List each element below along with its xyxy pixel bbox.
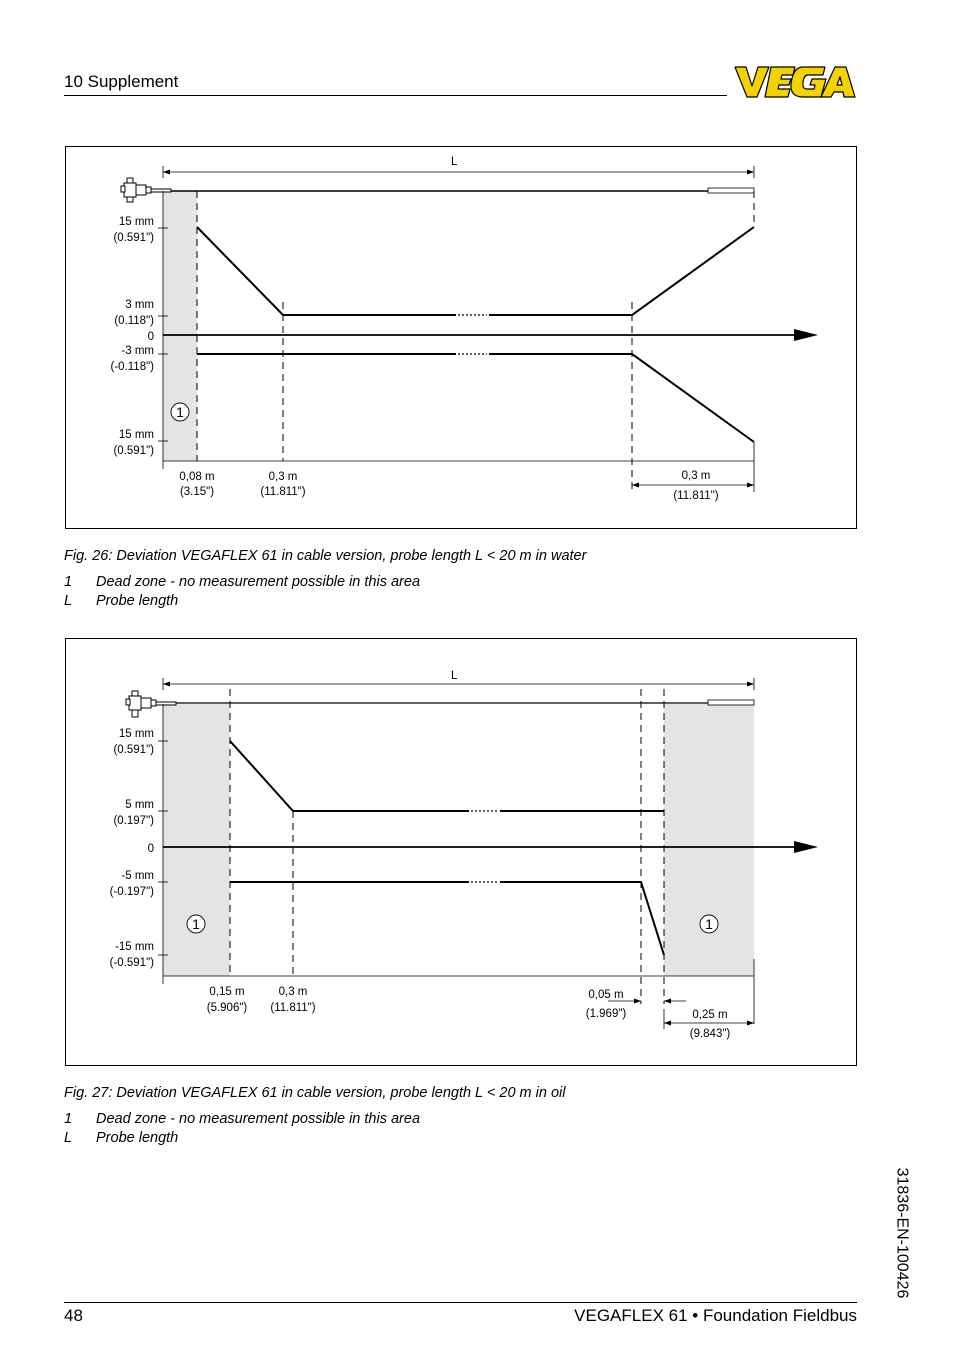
y-label: -15 mm	[115, 941, 154, 953]
vega-logo	[733, 64, 859, 100]
legend-text: Probe length	[96, 1130, 179, 1146]
y-label: -3 mm	[121, 345, 154, 357]
svg-text:(0.591"): (0.591")	[113, 232, 154, 244]
y-label: 3 mm	[125, 299, 154, 311]
svg-text:1: 1	[705, 916, 713, 932]
svg-text:(11.811"): (11.811")	[270, 1002, 316, 1014]
document-id: 31836-EN-100426	[893, 1167, 911, 1299]
header-rule	[64, 95, 727, 96]
dead-zone-left	[163, 704, 230, 976]
y-label: 0	[147, 843, 154, 855]
svg-text:1: 1	[176, 404, 184, 420]
deviation-curve-positive	[197, 227, 754, 315]
y-label: 0	[147, 331, 154, 343]
svg-text:(-0.118"): (-0.118")	[110, 361, 154, 373]
footer-product-name: VEGAFLEX 61 • Foundation Fieldbus	[574, 1306, 857, 1325]
figure-27-caption: Fig. 27: Deviation VEGAFLEX 61 in cable version, probe length L < 20 m in oil	[64, 1085, 566, 1101]
svg-text:(5.906"): (5.906")	[206, 1002, 248, 1014]
y-label: 15 mm	[118, 728, 154, 740]
x-label: 0,3 m	[681, 470, 711, 482]
svg-text:1: 1	[192, 916, 200, 932]
legend-text: Probe length	[96, 593, 179, 609]
legend-text: Dead zone - no measurement possible in this area	[96, 574, 421, 590]
section-title: 10 Supplement	[64, 72, 179, 91]
x-label: 0,05 m	[588, 989, 624, 1001]
length-label: L	[451, 670, 458, 682]
dead-zone-right	[664, 704, 754, 976]
svg-text:(3.15"): (3.15")	[179, 486, 215, 498]
svg-text:(-0.591"): (-0.591")	[109, 957, 154, 969]
page-number: 48	[64, 1306, 83, 1325]
figure-27-box	[65, 638, 857, 1066]
deviation-curve-negative	[197, 354, 754, 442]
deviation-curve-positive	[230, 741, 664, 811]
x-label: 0,3 m	[268, 471, 298, 483]
y-label: -5 mm	[121, 870, 154, 882]
figure-26-box	[65, 146, 857, 529]
figure-26-caption: Fig. 26: Deviation VEGAFLEX 61 in cable version, probe length L < 20 m in water	[64, 548, 587, 564]
svg-text:(1.969"): (1.969")	[585, 1008, 627, 1020]
svg-text:(11.811"): (11.811")	[260, 486, 306, 498]
legend-key: 1	[64, 574, 73, 590]
legend-key: L	[64, 593, 73, 609]
deviation-curve-negative	[230, 882, 664, 955]
probe-weight	[708, 188, 754, 193]
figure-27-diagram	[66, 639, 858, 1067]
y-label: 15 mm	[118, 216, 154, 228]
svg-text:(-0.197"): (-0.197")	[109, 886, 154, 898]
x-label: 0,3 m	[278, 986, 308, 998]
x-label: 0,08 m	[179, 471, 215, 483]
legend-key: 1	[64, 1111, 73, 1127]
legend-key: L	[64, 1130, 73, 1146]
svg-text:(11.811"): (11.811")	[673, 490, 719, 502]
svg-text:(0.591"): (0.591")	[113, 445, 154, 457]
footer-rule	[64, 1302, 857, 1303]
y-label: 15 mm	[118, 429, 154, 441]
svg-text:(0.197"): (0.197")	[113, 815, 154, 827]
svg-text:(0.118"): (0.118")	[114, 315, 154, 327]
x-label: 0,15 m	[209, 986, 245, 998]
legend-text: Dead zone - no measurement possible in this area	[96, 1111, 421, 1127]
figure-26-diagram	[66, 147, 858, 530]
length-label: L	[451, 156, 458, 168]
y-label: 5 mm	[125, 799, 154, 811]
x-label: 0,25 m	[692, 1009, 728, 1021]
svg-text:(0.591"): (0.591")	[113, 744, 154, 756]
svg-text:(9.843"): (9.843")	[689, 1028, 731, 1040]
